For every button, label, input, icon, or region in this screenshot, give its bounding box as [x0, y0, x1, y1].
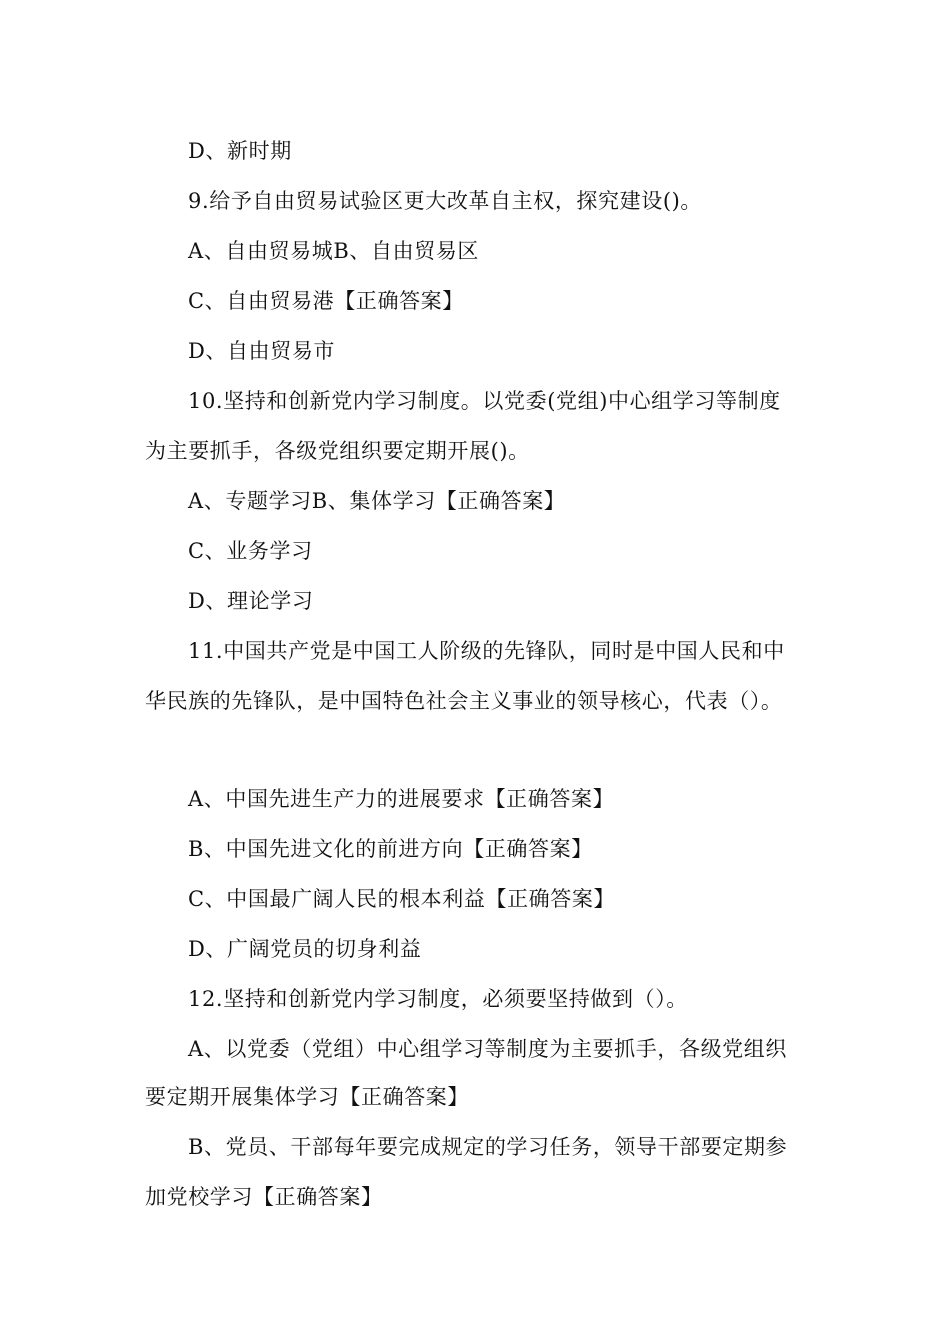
option-c-q10: C、业务学习	[188, 539, 313, 563]
option-d-q8: D、新时期	[188, 139, 292, 163]
question-11-line-2: 华民族的先锋队，是中国特色社会主义事业的领导核心，代表（）。	[145, 689, 783, 713]
option-a-q11: A、中国先进生产力的进展要求【正确答案】	[188, 787, 615, 811]
option-d-q9: D、自由贸易市	[188, 339, 336, 363]
option-b-q12-line-1: B、党员、干部每年要完成规定的学习任务，领导干部要定期参	[188, 1135, 788, 1159]
option-b-q12-line-2: 加党校学习【正确答案】	[145, 1185, 383, 1209]
question-10-line-2: 为主要抓手，各级党组织要定期开展()。	[145, 439, 530, 463]
question-9: 9.给予自由贸易试验区更大改革自主权，探究建设()。	[188, 189, 703, 213]
question-10-line-1: 10.坚持和创新党内学习制度。以党委(党组)中心组学习等制度	[188, 389, 781, 413]
option-d-q11: D、广阔党员的切身利益	[188, 937, 422, 961]
option-d-q10: D、理论学习	[188, 589, 314, 613]
option-b-q11: B、中国先进文化的前进方向【正确答案】	[188, 837, 593, 861]
option-a-q12-line-2: 要定期开展集体学习【正确答案】	[145, 1085, 469, 1109]
option-c-q11: C、中国最广阔人民的根本利益【正确答案】	[188, 887, 616, 911]
option-a-q12-line-1: A、以党委（党组）中心组学习等制度为主要抓手，各级党组织	[188, 1037, 787, 1061]
option-c-q9: C、自由贸易港【正确答案】	[188, 289, 464, 313]
options-ab-q10: A、专题学习B、集体学习【正确答案】	[188, 489, 566, 513]
question-11-line-1: 11.中国共产党是中国工人阶级的先锋队，同时是中国人民和中	[188, 639, 785, 663]
question-12: 12.坚持和创新党内学习制度，必须要坚持做到（）。	[188, 987, 688, 1011]
options-ab-q9: A、自由贸易城B、自由贸易区	[188, 239, 479, 263]
